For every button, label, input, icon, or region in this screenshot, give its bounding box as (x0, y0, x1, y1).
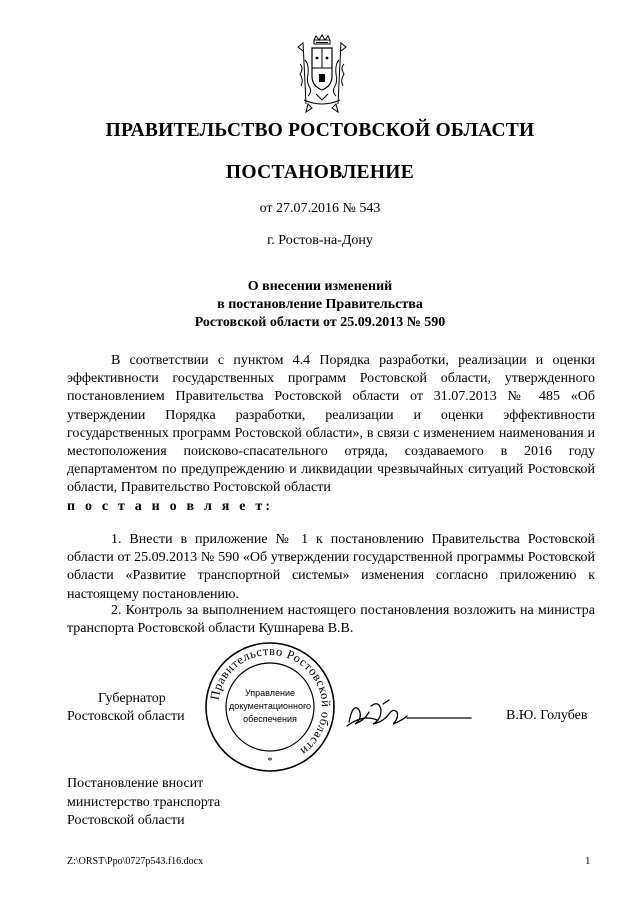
page-number: 1 (585, 855, 591, 867)
official-seal-icon (203, 640, 337, 774)
date-number: от 27.07.2016 № 543 (259, 201, 381, 216)
preamble-paragraph (67, 352, 595, 516)
document-type: ПОСТАНОВЛЕНИЕ (225, 162, 415, 183)
item-1-text: 1. Внести в приложение № 1 к постановлению Правительства Ростовской области от 25.09.2013 № 590 «Об утверждении государственной программы Ростовской области «Развитие транспортной системы» изменения согласно приложению к настоящему постановлению. (67, 532, 595, 602)
signatory-title (67, 690, 185, 726)
resolves-word: п о с т а н о в л я е т: (67, 498, 274, 514)
item-2-text: 2. Контроль за выполнением настоящего постановления возложить на министра транспорта Ростовской области Кушнарева В.В. (67, 603, 595, 637)
subject-line-3: Ростовской области от 25.09.2013 № 590 (194, 315, 446, 330)
subject-line-1: О внесении изменений (247, 279, 393, 294)
coat-of-arms-icon (296, 34, 348, 120)
preamble-text: В соответствии с пунктом 4.4 Порядка разработки, реализации и оценки эффективности государственных программ Ростовской области, утвержденного постановлением Правительства Ростовской области от 31.07.2013 № 485 «Об утверждении Порядка разработки, реализации и оценки эффективности государственных программ Ростовской области», в связи с изменением наименования и местоположения поисково-спасательного отряда, создаваемого в 2016 году департаментом по предупреждению и ликвидации чрезвычайных ситуаций Ростовской области, Правительство Ростовской области (67, 353, 595, 496)
footer-file-path: Z:\ORST\Ppo\0727p543.f16.docx (67, 856, 204, 867)
signatory-title-line-2: Ростовской области (67, 709, 185, 724)
city: г. Ростов-на-Дону (267, 233, 373, 248)
signer-name: В.Ю. Голубев (506, 708, 588, 723)
subject-heading (120, 278, 520, 332)
item-1-paragraph (67, 531, 595, 604)
seal-star: * (267, 756, 273, 767)
submitter-line-3: Ростовской области (67, 813, 185, 828)
seal-outer-text: Правительство Ростовской области (207, 643, 334, 759)
handwritten-signature (343, 696, 473, 732)
signatory-title-line-1: Губернатор (98, 691, 166, 706)
submitter-line-1: Постановление вносит (67, 776, 204, 791)
item-2-paragraph (67, 602, 595, 638)
seal-inner-line-2: документационного (228, 701, 312, 711)
submitter-line-2: министерство транспорта (67, 794, 221, 810)
submitter-block (67, 775, 220, 831)
seal-inner-line-1: Управление (244, 688, 296, 698)
subject-line-2: в постановление Правительства (217, 297, 423, 312)
seal-inner-line-3: обеспечения (243, 714, 297, 724)
government-title: ПРАВИТЕЛЬСТВО РОСТОВСКОЙ ОБЛАСТИ (105, 120, 535, 141)
